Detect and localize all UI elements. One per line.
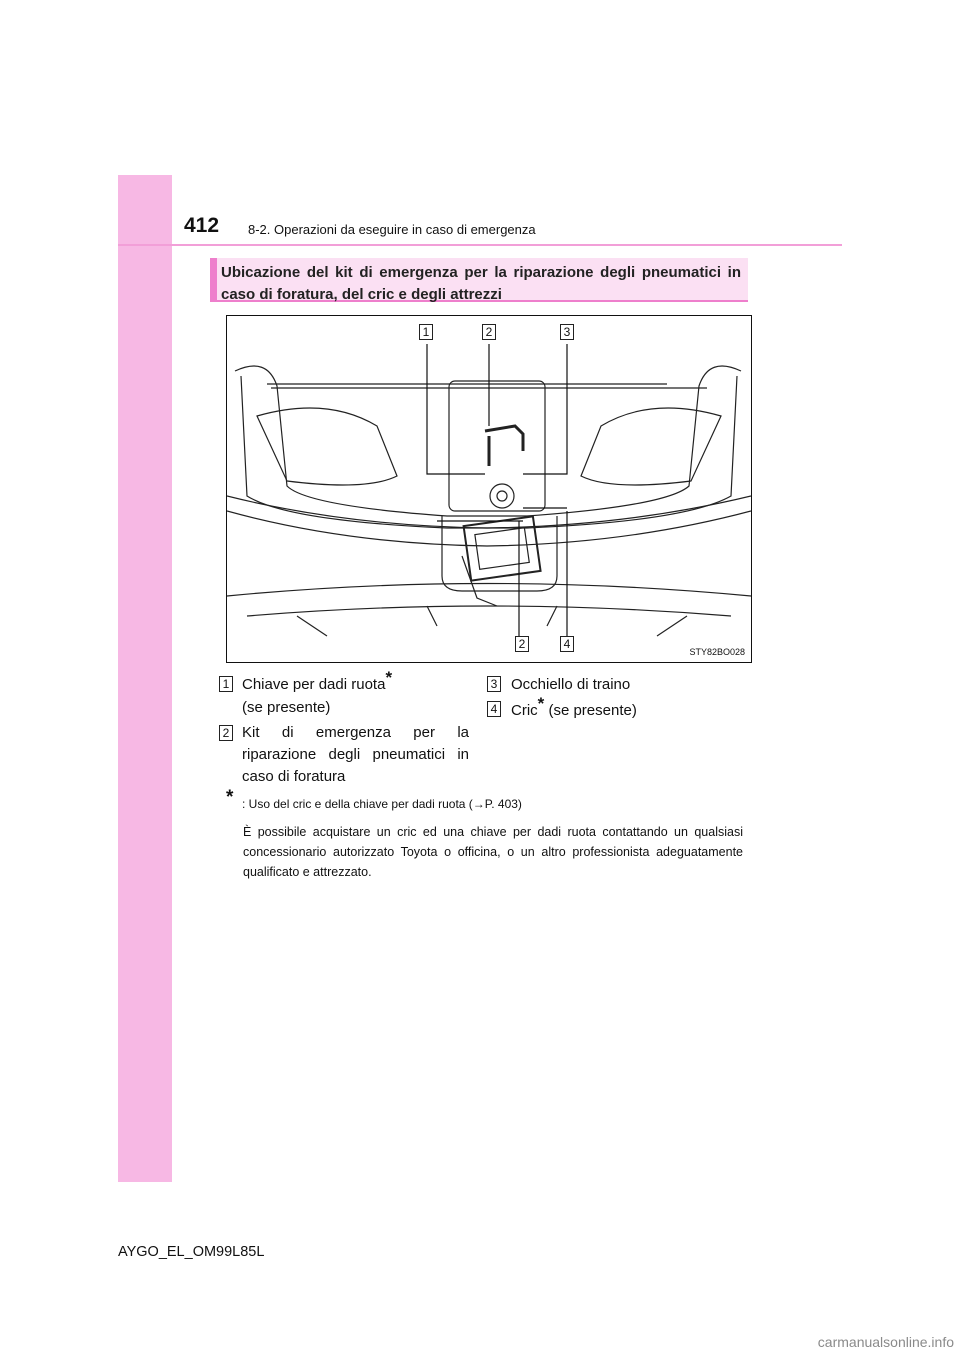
legend-item-repair-kit-line3: caso di foratura [242,768,346,785]
figure-code: STY82BO028 [689,647,745,657]
legend-text-1: Chiave per dadi ruota [242,676,386,693]
legend-item-wheel-wrench-note: (se presente) [242,699,331,716]
page-number: 412 [184,214,220,237]
section-title: 8-2. Operazioni da eseguire in caso di emergenza [248,222,536,237]
header-divider [118,244,842,246]
legend-number-3: 3 [487,676,501,692]
legend-star-1: * [385,668,393,687]
footnote-star: * [226,787,234,808]
callout-number-4: 4 [560,636,574,652]
callout-number-2-bottom: 2 [515,636,529,652]
footnote-text: : Uso del cric e della chiave per dadi ruota (→P. 403) [242,797,522,811]
legend-text-4: Cric [511,702,538,719]
legend-item-jack [511,694,637,722]
legend-item-repair-kit-line2: riparazione degli pneumatici in [242,746,469,763]
legend-star-4: * [537,694,545,713]
watermark: carmanualsonline.info [817,1334,954,1350]
legend-item-towing-eye: Occhiello di traino [511,676,631,693]
page-sidebar-tab [118,175,172,1182]
callout-number-2-top: 2 [482,324,496,340]
legend-item-repair-kit-line1: Kit di emergenza per la [242,724,469,741]
legend-number-4: 4 [487,701,501,717]
callout-title: Ubicazione del kit di emergenza per la riparazione degli pneumatici in caso di foratura, del cric e degli attrezzi [221,264,741,303]
trunk-illustration [226,315,752,663]
document-code: AYGO_EL_OM99L85L [118,1244,265,1260]
legend-item-wheel-wrench [242,668,393,696]
footnote-paragraph: È possibile acquistare un cric ed una chiave per dadi ruota contattando un qualsiasi concessionario autorizzato Toyota o officina, o un altro professionista adeguatamente qualificato e attrezzato. [243,825,743,879]
callout-number-1: 1 [419,324,433,340]
legend-number-2: 2 [219,725,233,741]
legend-text-4-rest: (se presente) [544,702,637,719]
callout-number-3: 3 [560,324,574,340]
legend-number-1: 1 [219,676,233,692]
